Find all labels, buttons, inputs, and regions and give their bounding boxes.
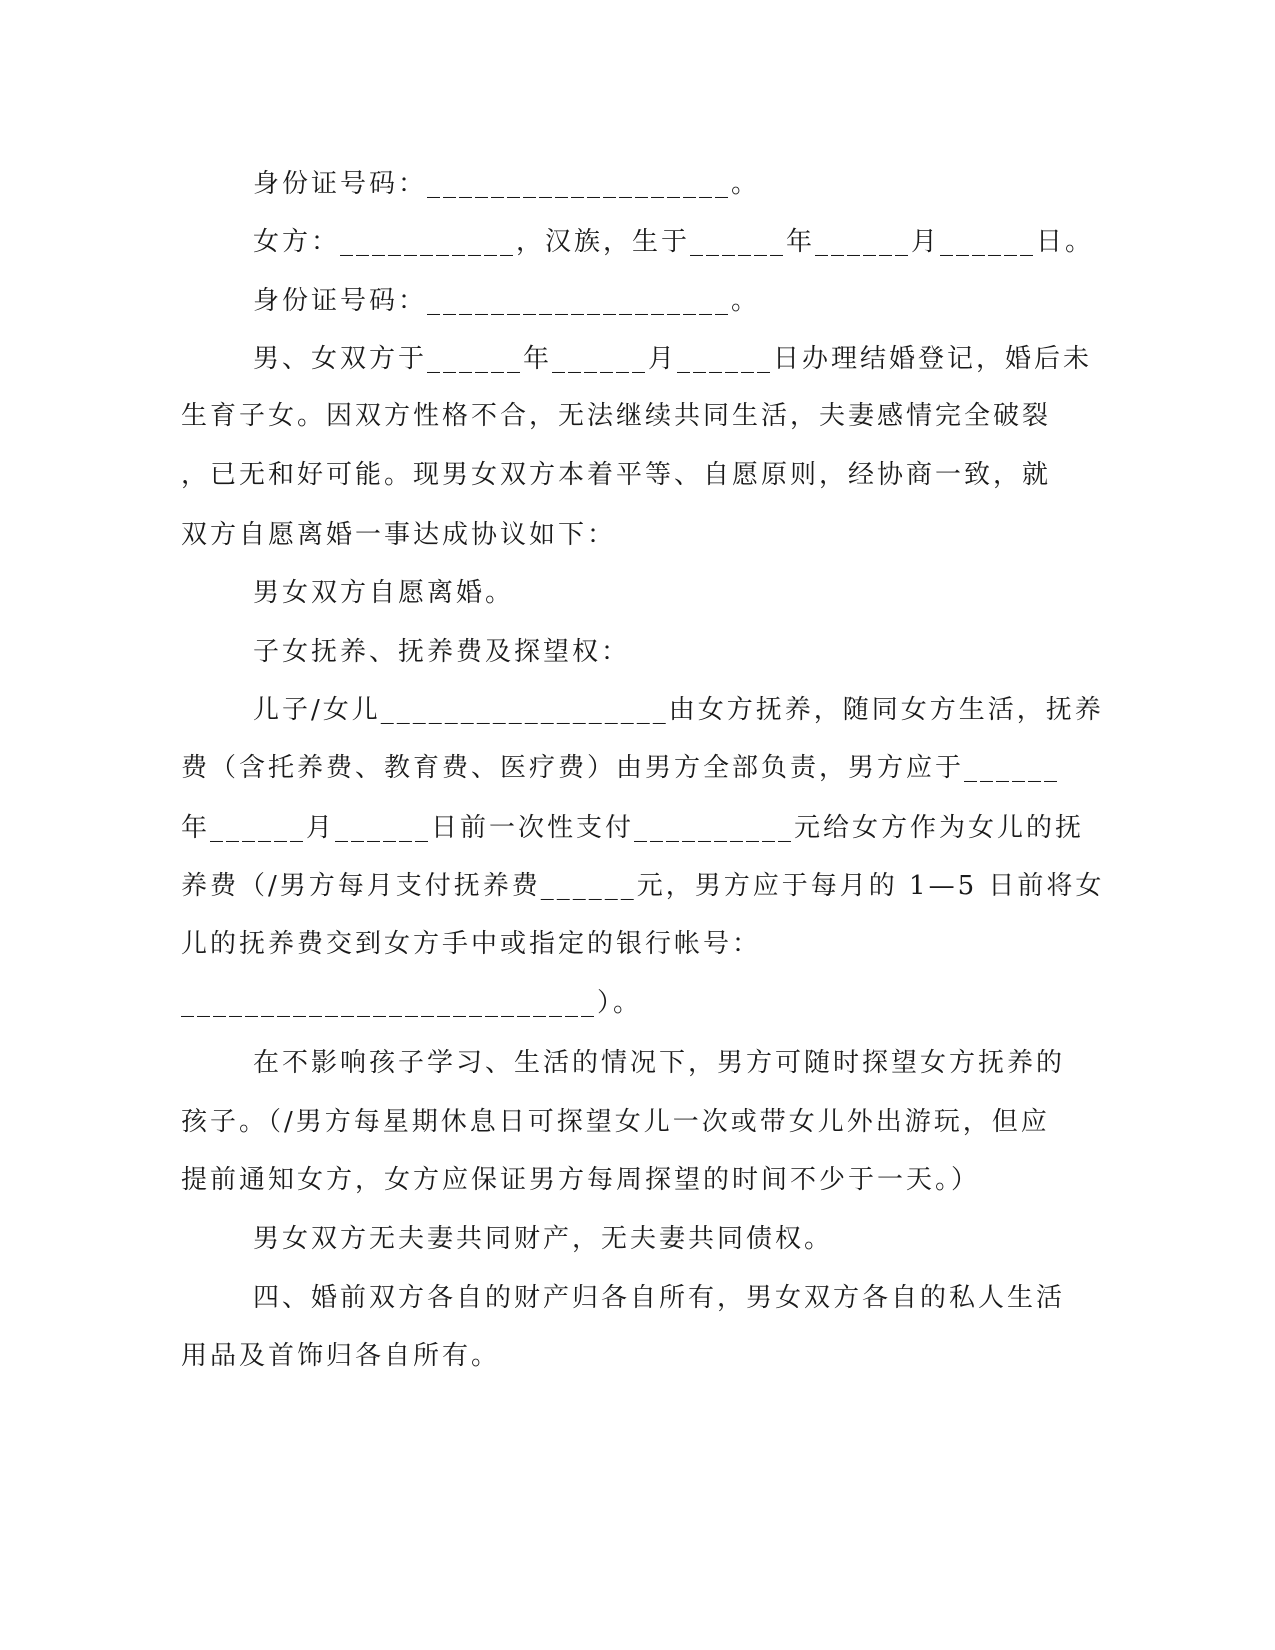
custody-line-2: 费（含托养费、教育费、医疗费）由男方全部负责，男方应于______ xyxy=(181,753,1061,783)
id-number-line-male: 身份证号码：___________________。 xyxy=(253,169,761,199)
custody-line-4: 养费（/男方每月支付抚养费______元，男方应于每月的 1—5 日前将女 xyxy=(181,871,1105,901)
voluntary-divorce-clause: 男女双方自愿离婚。 xyxy=(253,578,515,608)
custody-line-1: 儿子/女儿__________________由女方抚养，随同女方生活，抚养 xyxy=(253,695,1104,725)
visitation-line-3: 提前通知女方，女方应保证男方每周探望的时间不少于一天。） xyxy=(181,1165,981,1195)
visitation-line-2: 孩子。（/男方每星期休息日可探望女儿一次或带女儿外出游玩，但应 xyxy=(181,1107,1050,1137)
marriage-registration-line-2: 生育子女。因双方性格不合，无法继续共同生活，夫妻感情完全破裂 xyxy=(181,401,1052,431)
visitation-line-1: 在不影响孩子学习、生活的情况下，男方可随时探望女方抚养的 xyxy=(253,1048,1066,1078)
joint-property-clause: 男女双方无夫妻共同财产，无夫妻共同债权。 xyxy=(253,1224,834,1254)
marriage-registration-line-1: 男、女双方于______年______月______日办理结婚登记，婚后未 xyxy=(253,344,1093,374)
custody-line-5: 儿的抚养费交到女方手中或指定的银行帐号： xyxy=(181,929,762,959)
marriage-registration-line-4: 双方自愿离婚一事达成协议如下： xyxy=(181,520,617,550)
female-party-line: 女方：___________，汉族，生于______年______月______日。 xyxy=(253,227,1095,257)
custody-line-3: 年______月______日前一次性支付__________元给女方作为女儿的抚 xyxy=(181,813,1085,843)
premarital-property-line-1: 四、婚前双方各自的财产归各自所有，男女双方各自的私人生活 xyxy=(253,1283,1066,1313)
custody-section-heading: 子女抚养、抚养费及探望权： xyxy=(253,637,631,667)
id-number-line-female: 身份证号码：___________________。 xyxy=(253,286,761,316)
bank-account-line: __________________________）。 xyxy=(181,988,643,1018)
marriage-registration-line-3: ，已无和好可能。现男女双方本着平等、自愿原则，经协商一致，就 xyxy=(181,460,1052,490)
premarital-property-line-2: 用品及首饰归各自所有。 xyxy=(181,1341,501,1371)
